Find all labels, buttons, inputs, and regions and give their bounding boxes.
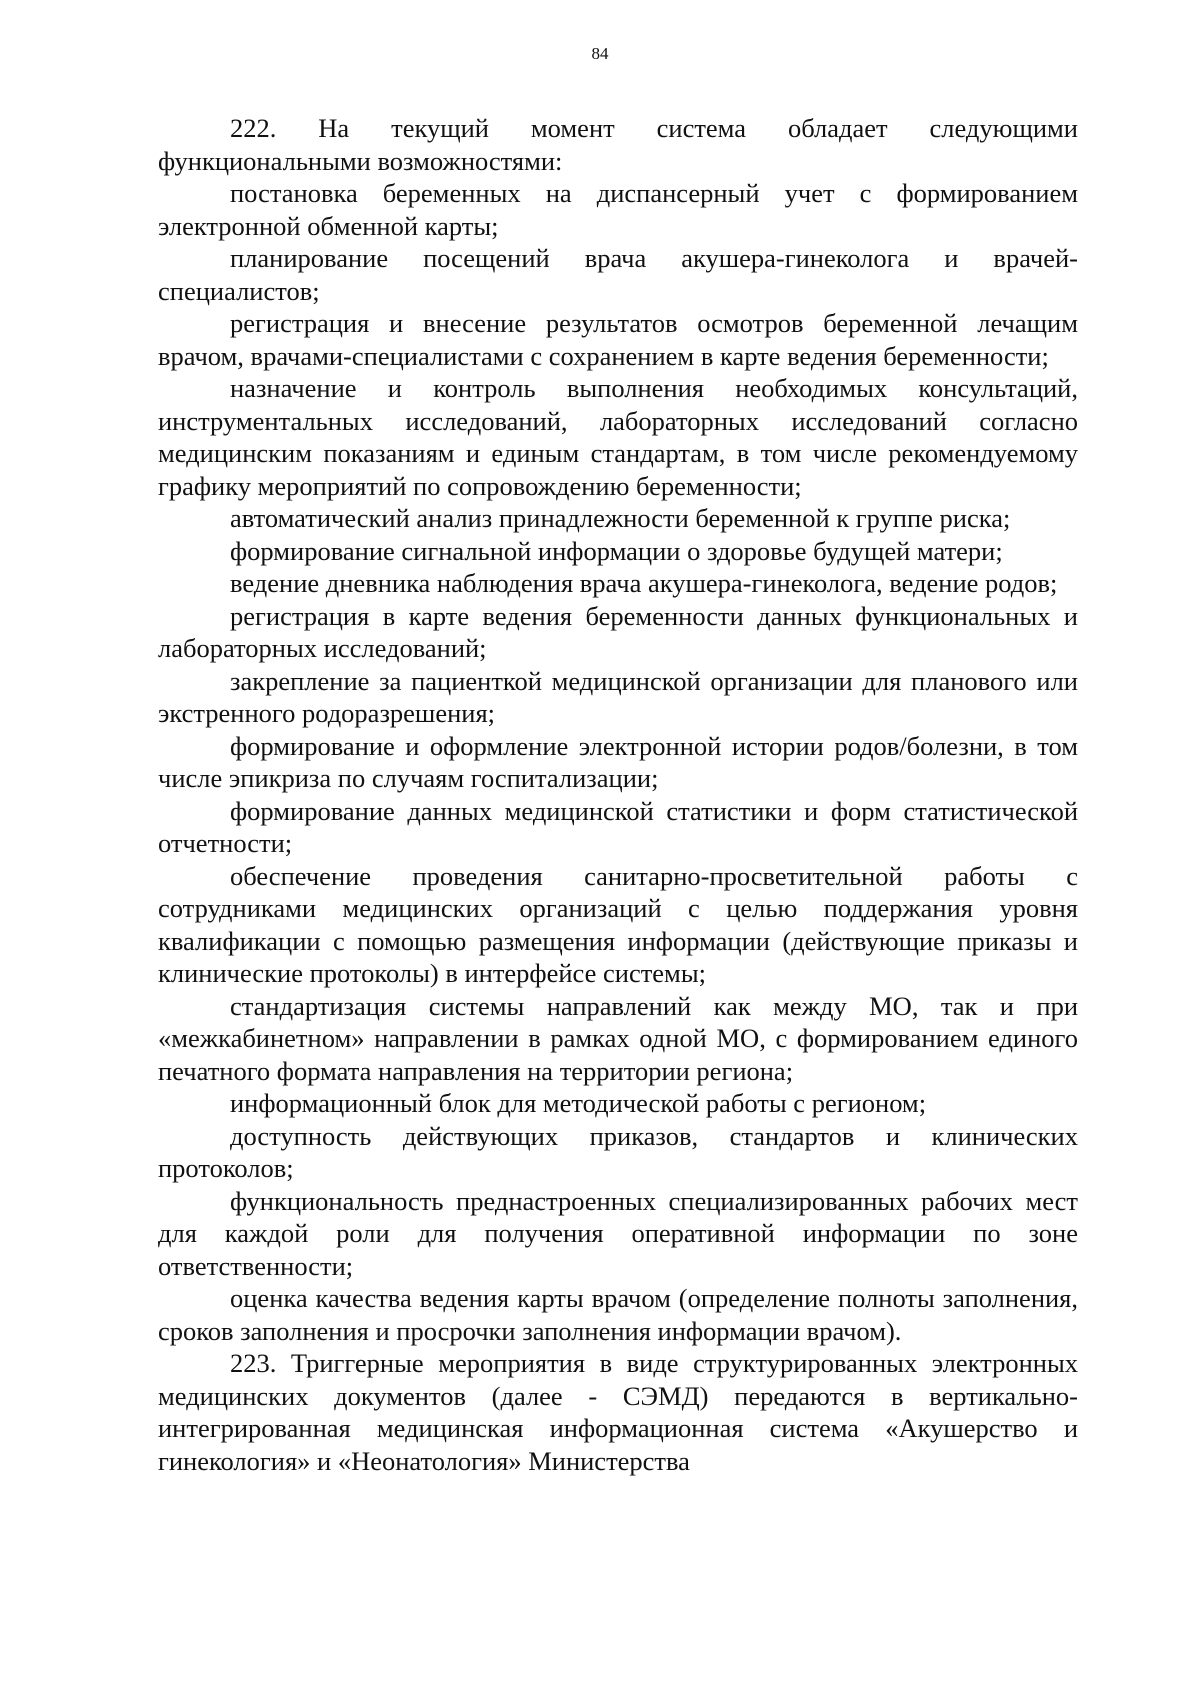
list-item: доступность действующих приказов, стандартов и клинических протоколов;	[158, 1120, 1078, 1183]
list-item: закрепление за пациенткой медицинской организации для планового или экстренного родоразрешения;	[158, 665, 1078, 728]
list-item: стандартизация системы направлений как между МО, так и при «межкабинетном» направлении в рамках одной МО, с формированием единого печатного формата направления на территории региона;	[158, 990, 1078, 1086]
list-item: формирование и оформление электронной истории родов/болезни, в том числе эпикриза по случаям госпитализации;	[158, 730, 1078, 793]
list-item: оценка качества ведения карты врачом (определение полноты заполнения, сроков заполнения и просрочки заполнения информации врачом).	[158, 1283, 1078, 1346]
list-item: формирование данных медицинской статистики и форм статистической отчетности;	[158, 795, 1078, 858]
document-body	[158, 112, 1078, 1477]
list-item: назначение и контроль выполнения необходимых консультаций, инструментальных исследований, лабораторных исследований согласно медицинским показаниям и единым стандартам, в том числе рекомендуемому графику мероприятий по сопровождению беременности;	[158, 373, 1078, 501]
paragraph-223: 223. Триггерные мероприятия в виде структурированных электронных медицинских документов (далее - СЭМД) передаются в вертикально-интегрированная медицинская информационная система «Акушерство и гинекология» и «Неонатология» Министерства	[158, 1348, 1078, 1476]
list-item: обеспечение проведения санитарно-просветительной работы с сотрудниками медицинских организаций с целью поддержания уровня квалификации с помощью размещения информации (действующие приказы и клинические протоколы) в интерфейсе системы;	[158, 860, 1078, 988]
list-item: планирование посещений врача акушера-гинеколога и врачей-специалистов;	[158, 243, 1078, 306]
list-item: постановка беременных на диспансерный учет с формированием электронной обменной карты;	[158, 178, 1078, 241]
list-item: формирование сигнальной информации о здоровье будущей матери;	[230, 535, 1003, 566]
page-number: 84	[591, 44, 609, 63]
list-item: ведение дневника наблюдения врача акушера-гинеколога, ведение родов;	[230, 568, 1058, 598]
paragraph-222-intro: 222. На текущий момент система обладает следующими функциональными возможностями:	[158, 113, 1078, 176]
list-item: регистрация в карте ведения беременности данных функциональных и лабораторных исследований;	[158, 600, 1078, 663]
list-item: информационный блок для методической работы с регионом;	[230, 1088, 927, 1118]
list-item: регистрация и внесение результатов осмотров беременной лечащим врачом, врачами-специалистами с сохранением в карте ведения беременности;	[158, 308, 1078, 371]
list-item: автоматический анализ принадлежности беременной к группе риска;	[230, 503, 1011, 533]
list-item: функциональность преднастроенных специализированных рабочих мест для каждой роли для получения оперативной информации по зоне ответственности;	[158, 1185, 1078, 1281]
